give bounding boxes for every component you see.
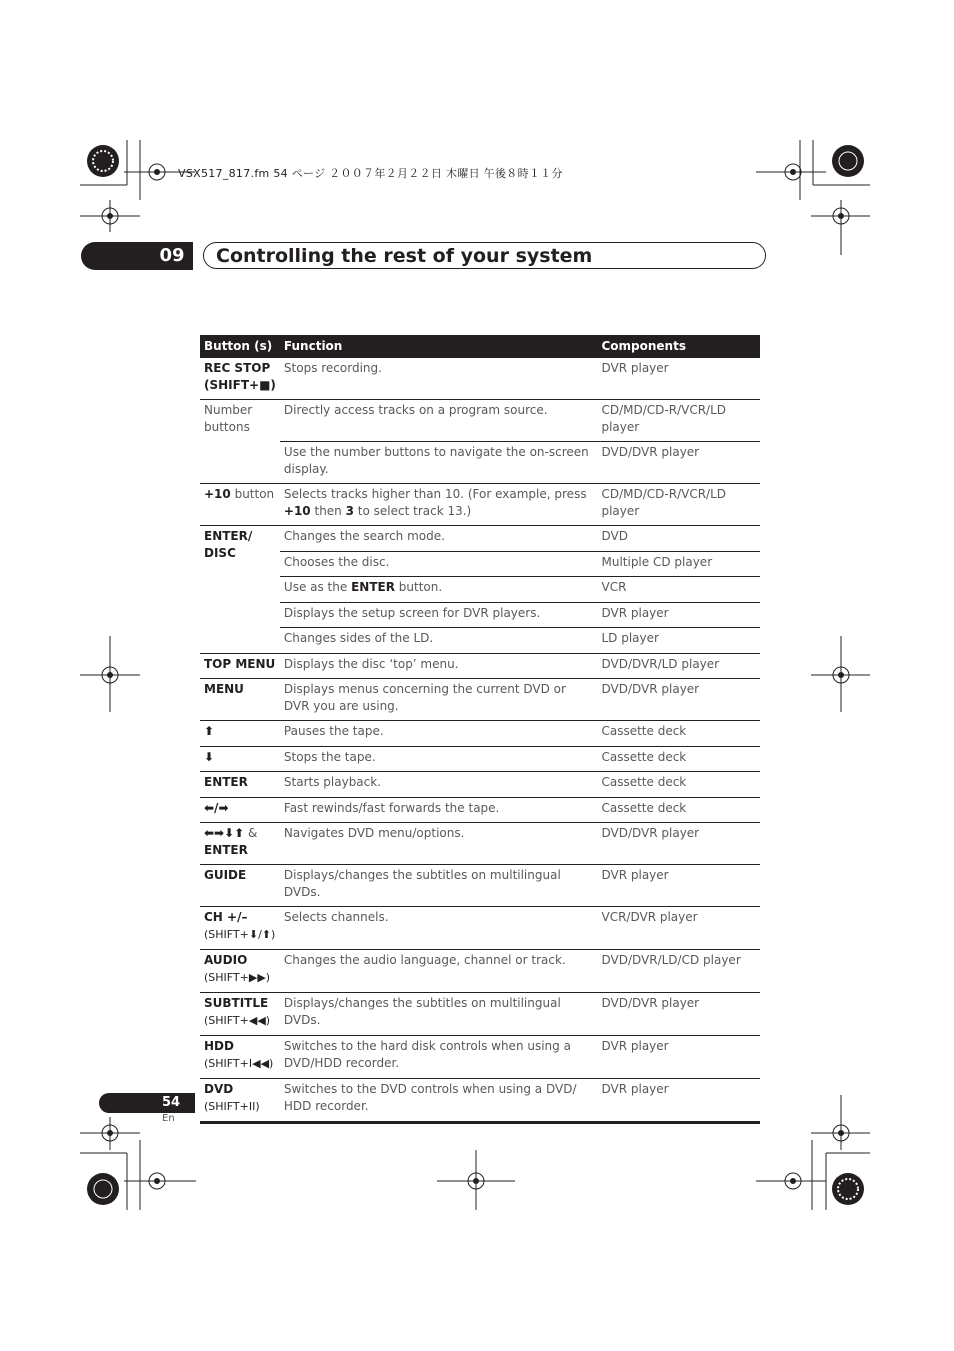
- function-cell: Changes the audio language, channel or track.: [280, 950, 598, 993]
- component-cell: Cassette deck: [597, 797, 760, 823]
- component-cell: DVR player: [601, 361, 669, 375]
- function-cell: Switches to the DVD controls when using a DVD/ HDD recorder.: [280, 1079, 598, 1123]
- table-row: [200, 823, 760, 865]
- function-cell: Pauses the tape.: [280, 721, 598, 747]
- table-row: [200, 628, 760, 654]
- button-cell: HDD (SHIFT+I◀◀): [200, 1036, 280, 1079]
- button-cell: MENU: [200, 679, 280, 721]
- component-cell: DVR player: [597, 1079, 760, 1123]
- button-cell: CH +/– (SHIFT+⬇/⬆): [200, 907, 280, 950]
- function-cell: Use the number buttons to navigate the on-screen display.: [280, 442, 598, 484]
- table-header-row: [200, 335, 760, 358]
- table-row: [200, 442, 760, 484]
- function-cell: Use as the ENTER button.: [280, 577, 598, 603]
- col-header-components: Components: [597, 335, 760, 358]
- page-language: En: [162, 1113, 175, 1124]
- function-cell: Fast rewinds/fast forwards the tape.: [280, 797, 598, 823]
- button-cell: TOP MENU: [200, 653, 280, 679]
- file-meta-line: VSX517_817.fm 54 ページ ２００７年２月２２日 木曜日 午後８時１１分: [178, 167, 563, 180]
- table-row: [200, 484, 760, 526]
- function-cell: Changes sides of the LD.: [280, 628, 598, 654]
- component-cell: DVD/DVR player: [597, 823, 760, 865]
- component-cell: DVD/DVR/LD player: [597, 653, 760, 679]
- table-row: [200, 526, 760, 552]
- table-row: [200, 746, 760, 772]
- component-cell: DVR player: [597, 865, 760, 907]
- function-cell: Directly access tracks on a program source.: [280, 400, 598, 442]
- function-cell: Displays/changes the subtitles on multilingual DVDs.: [280, 865, 598, 907]
- table-row: [200, 950, 760, 993]
- table-row: [200, 1079, 760, 1123]
- button-cell: ⬅➡⬇⬆ & ENTER: [200, 823, 280, 865]
- component-cell: VCR: [597, 577, 760, 603]
- component-cell: DVR player: [597, 602, 760, 628]
- function-cell: Stops recording.: [283, 361, 382, 375]
- function-cell: Chooses the disc.: [280, 551, 598, 577]
- arrow-down-icon: ⬇: [204, 749, 215, 764]
- function-cell: Starts playback.: [280, 772, 598, 798]
- component-cell: DVD: [597, 526, 760, 552]
- component-cell: CD/MD/CD-R/VCR/LD player: [597, 400, 760, 442]
- function-cell: Selects channels.: [280, 907, 598, 950]
- function-cell: Displays/changes the subtitles on multilingual DVDs.: [280, 993, 598, 1036]
- arrow-left-right-icon: ⬅/➡: [204, 800, 229, 815]
- function-cell: Navigates DVD menu/options.: [280, 823, 598, 865]
- button-cell: REC STOP (SHIFT+■): [204, 361, 276, 392]
- table-row: [200, 577, 760, 603]
- component-cell: DVR player: [597, 1036, 760, 1079]
- button-cell: [200, 797, 280, 823]
- table-row: [200, 993, 760, 1036]
- button-cell: GUIDE: [200, 865, 280, 907]
- arrow-up-icon: ⬆: [204, 724, 215, 738]
- col-header-function: Function: [280, 335, 598, 358]
- table-row: [200, 679, 760, 721]
- button-cell: Number buttons: [200, 400, 280, 484]
- col-header-button: Button (s): [200, 335, 280, 358]
- table-row: [200, 400, 760, 442]
- chapter-number: 09: [159, 245, 185, 266]
- table-row: [200, 797, 760, 823]
- table-row: [200, 721, 760, 747]
- arrow-keys-icon: ⬅➡⬇⬆: [204, 826, 245, 840]
- component-cell: CD/MD/CD-R/VCR/LD player: [597, 484, 760, 526]
- function-cell: Displays the disc ‘top’ menu.: [280, 653, 598, 679]
- button-cell: +10 button: [200, 484, 280, 526]
- table-row: [200, 653, 760, 679]
- component-cell: VCR/DVR player: [597, 907, 760, 950]
- button-cell: DVD (SHIFT+II): [200, 1079, 280, 1123]
- page-number: 54: [161, 1095, 181, 1110]
- table-row: [200, 1036, 760, 1079]
- function-cell: Displays the setup screen for DVR players.: [280, 602, 598, 628]
- component-cell: DVD/DVR player: [597, 679, 760, 721]
- component-cell: DVD/DVR player: [597, 993, 760, 1036]
- button-cell: SUBTITLE (SHIFT+◀◀): [200, 993, 280, 1036]
- component-cell: Multiple CD player: [597, 551, 760, 577]
- function-cell: Selects tracks higher than 10. (For example, press +10 then 3 to select track 13.): [280, 484, 598, 526]
- table-row: [200, 602, 760, 628]
- table-row: [200, 772, 760, 798]
- function-cell: Stops the tape.: [280, 746, 598, 772]
- table-row: [200, 865, 760, 907]
- component-cell: DVD/DVR/LD/CD player: [597, 950, 760, 993]
- button-cell: ENTER/ DISC: [200, 526, 280, 654]
- chapter-title: Controlling the rest of your system: [216, 245, 593, 267]
- table-row: [200, 358, 760, 400]
- function-cell: Switches to the hard disk controls when using a DVD/HDD recorder.: [280, 1036, 598, 1079]
- button-function-table: [200, 335, 760, 1124]
- component-cell: LD player: [597, 628, 760, 654]
- table-row: [200, 907, 760, 950]
- component-cell: Cassette deck: [597, 772, 760, 798]
- button-cell: ENTER: [200, 772, 280, 798]
- button-cell: [200, 721, 280, 747]
- function-cell: Changes the search mode.: [280, 526, 598, 552]
- table-row: [200, 551, 760, 577]
- function-cell: Displays menus concerning the current DVD or DVR you are using.: [280, 679, 598, 721]
- button-cell: [200, 746, 280, 772]
- button-cell: AUDIO (SHIFT+▶▶): [200, 950, 280, 993]
- component-cell: Cassette deck: [597, 721, 760, 747]
- component-cell: DVD/DVR player: [597, 442, 760, 484]
- component-cell: Cassette deck: [597, 746, 760, 772]
